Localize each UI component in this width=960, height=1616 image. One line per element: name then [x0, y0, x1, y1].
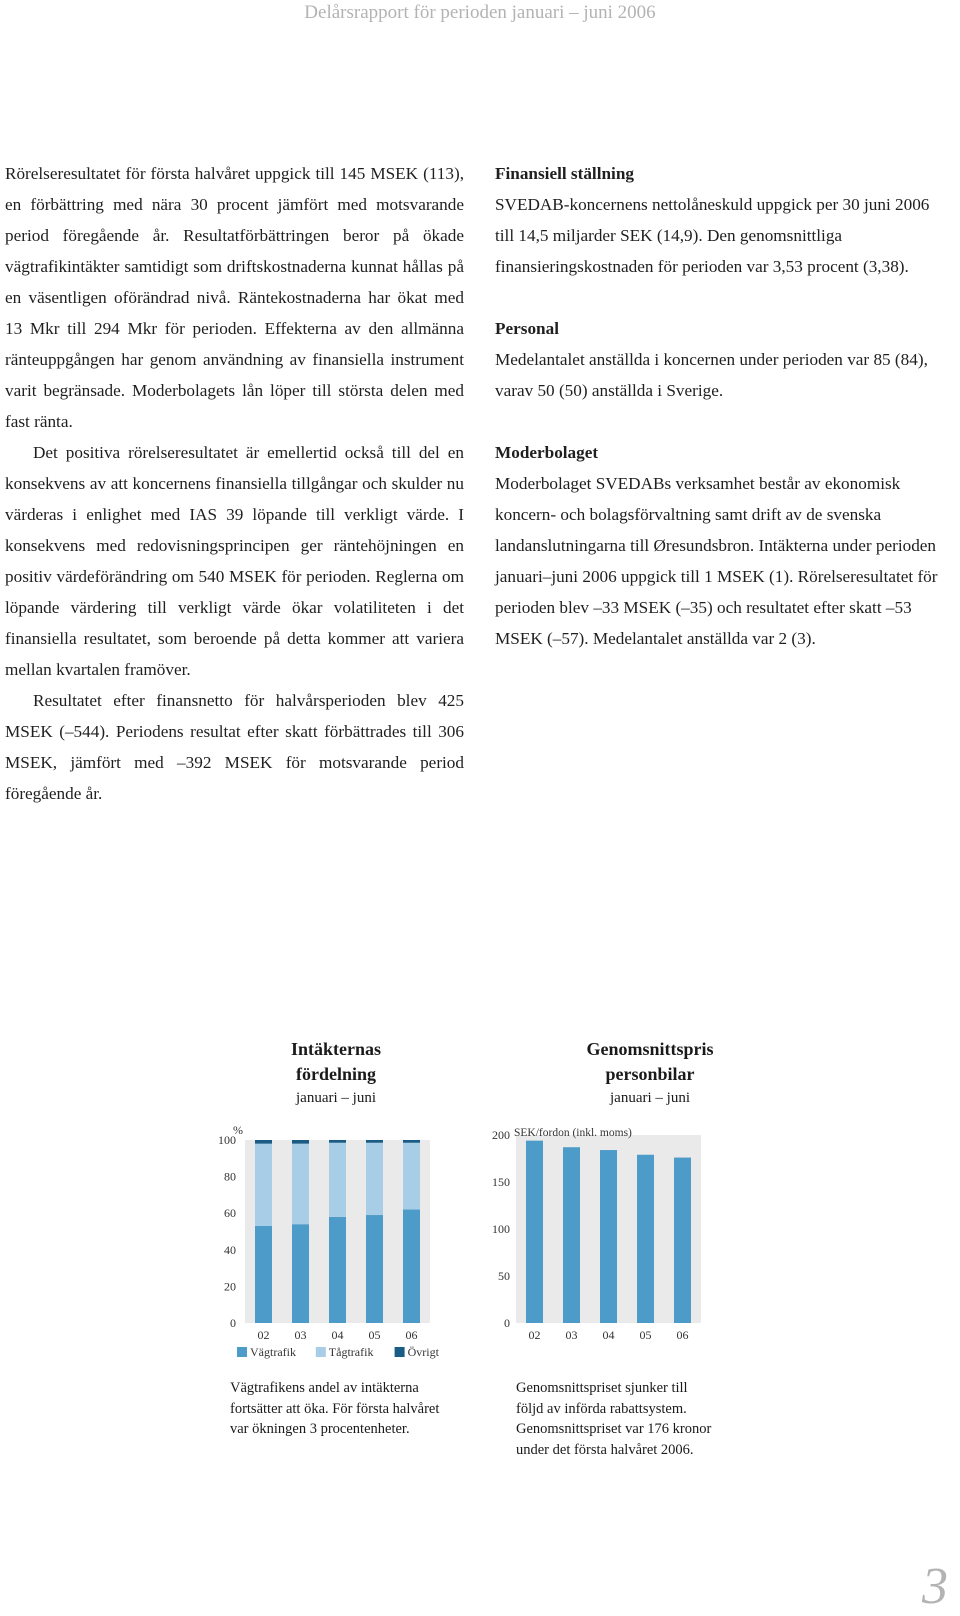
bar [637, 1155, 654, 1323]
y-tick-label: 0 [230, 1316, 236, 1330]
legend-label: Tågtrafik [328, 1345, 374, 1359]
bar-segment-tågtrafik [292, 1144, 309, 1225]
y-tick-label: 60 [224, 1206, 236, 1221]
bar-segment-övrigt [366, 1140, 383, 1143]
chart-title: Intäkternas fördelning [290, 1039, 381, 1084]
paragraph: Rörelseresultatet för första halvåret uppgick till 145 MSEK (113), en förbättring med nära 30 procent jämfört med motsvarande period föregående år. Resultatförbättringen beror på ökade vägtrafikintäkter samtidigt som driftskostnaderna kunnat hållas på en väsentligen oförändrad nivå. Räntekostnaderna har ökat med 13 Mkr till 294 Mkr för perioden. Effekterna av den allmänna ränteuppgången har genom användning av finansiella instrument varit begränsade. Moderbolagets lån löper till största delen med fast ränta. [5, 164, 464, 431]
right-column [495, 158, 945, 654]
chart-subtitle: januari – juni [296, 1090, 376, 1106]
y-tick-label: 0 [504, 1316, 510, 1330]
bar-segment-övrigt [329, 1140, 346, 1143]
bar [563, 1147, 580, 1323]
x-tick-label: 05 [368, 1328, 381, 1342]
legend-swatch [316, 1347, 326, 1357]
y-tick-label: 150 [492, 1175, 510, 1189]
y-tick-label: 20 [224, 1279, 236, 1294]
x-tick-label: 02 [257, 1328, 270, 1342]
bar [526, 1141, 543, 1323]
x-tick-label: 06 [676, 1328, 689, 1342]
x-tick-label: 02 [528, 1328, 541, 1342]
page-number: 3 [922, 1558, 948, 1615]
y-tick-label: 40 [224, 1242, 236, 1257]
bar-segment-tågtrafik [403, 1143, 420, 1210]
x-tick-label: 05 [639, 1328, 652, 1342]
bar-segment-vägtrafik [255, 1226, 272, 1323]
paragraph: Det positiva rörelseresultatet är emellertid också till del en konsekvens av att koncernens finansiella tillgångar och skulder nu värderas i enlighet med IAS 39 löpande till verkligt värde. I konsekvens med redovisningsprincipen ger räntehöjningen en positiv värdeförändring om 540 MSEK för perioden. Reglerna om löpande värdering till verkligt värde ökar volatiliteten i det finansiella resultatet, som beroende på detta kommer att variera mellan kvartalen framöver. [5, 443, 464, 679]
legend-swatch [395, 1347, 405, 1357]
section-text: SVEDAB-koncernens nettolåneskuld uppgick per 30 juni 2006 till 14,5 miljarder SEK (14,9). Den genomsnittliga finansieringskostnaden för perioden var 3,53 procent (3,38). [495, 195, 930, 276]
legend-swatch [237, 1347, 247, 1357]
legend-label: Övrigt [407, 1345, 439, 1359]
section-text: Moderbolaget SVEDABs verksamhet består av ekonomisk koncern- och bolagsförvaltning samt drift av de svenska landanslutningarna till Øresundsbron. Intäkterna under perioden januari–juni 2006 uppgick till 1 MSEK (1). Rörelseresultatet för perioden blev –33 MSEK (–35) och resultatet efter skatt –53 MSEK (–57). Medelantalet anställda var 2 (3). [495, 474, 938, 648]
section-text: Medelantalet anställda i koncernen under perioden var 85 (84), varav 50 (50) anställda i Sverige. [495, 350, 928, 400]
section-heading: Moderbolaget [495, 443, 599, 462]
bar-segment-vägtrafik [329, 1217, 346, 1323]
section-heading: Finansiell ställning [495, 164, 634, 183]
y-tick-label: 100 [492, 1222, 510, 1236]
legend-label: Vägtrafik [250, 1345, 296, 1359]
paragraph: Resultatet efter finansnetto för halvårsperioden blev 425 MSEK (–544). Periodens resultat efter skatt förbättrades till 306 MSEK, jämfört med –392 MSEK för motsvarande period föregående år. [5, 691, 464, 803]
x-tick-label: 06 [405, 1328, 418, 1342]
y-axis-label: SEK/fordon (inkl. moms) [514, 1127, 632, 1139]
y-tick-label: 50 [498, 1269, 510, 1283]
chart-title: Genomsnittspris personbilar [586, 1039, 714, 1084]
bar-segment-övrigt [403, 1140, 420, 1143]
x-tick-label: 03 [565, 1328, 578, 1342]
left-column [5, 158, 464, 809]
section-heading: Personal [495, 319, 559, 338]
bar-segment-vägtrafik [403, 1210, 420, 1323]
chart-subtitle: januari – juni [610, 1090, 690, 1106]
x-tick-label: 04 [602, 1328, 615, 1342]
bar [600, 1150, 617, 1323]
bar-segment-tågtrafik [366, 1143, 383, 1215]
y-tick-label: 80 [224, 1169, 236, 1184]
page-header: Delårsrapport för perioden januari – juni 2006 [304, 2, 656, 23]
y-axis-label: % [233, 1123, 243, 1137]
bar-segment-vägtrafik [292, 1224, 309, 1323]
y-tick-label: 100 [218, 1133, 236, 1147]
chart-caption: Vägtrafikens andel av intäkterna fortsätter att öka. För första halvåret var ökningen 3 procentenheter. [230, 1380, 440, 1437]
bar-segment-tågtrafik [329, 1143, 346, 1217]
x-tick-label: 04 [331, 1328, 344, 1342]
bar [674, 1158, 691, 1323]
bar-segment-tågtrafik [255, 1144, 272, 1226]
bar-segment-vägtrafik [366, 1215, 383, 1323]
chart-caption: Genomsnittspriset sjunker till följd av införda rabattsystem. Genomsnittspriset var 176 kronor under det första halvåret 2006. [516, 1380, 712, 1458]
x-tick-label: 03 [294, 1328, 307, 1342]
revenue-distribution-chart [200, 1118, 440, 1368]
bar-segment-övrigt [292, 1140, 309, 1144]
y-tick-label: 200 [492, 1128, 510, 1142]
average-price-chart [480, 1118, 720, 1348]
bar-segment-övrigt [255, 1140, 272, 1144]
